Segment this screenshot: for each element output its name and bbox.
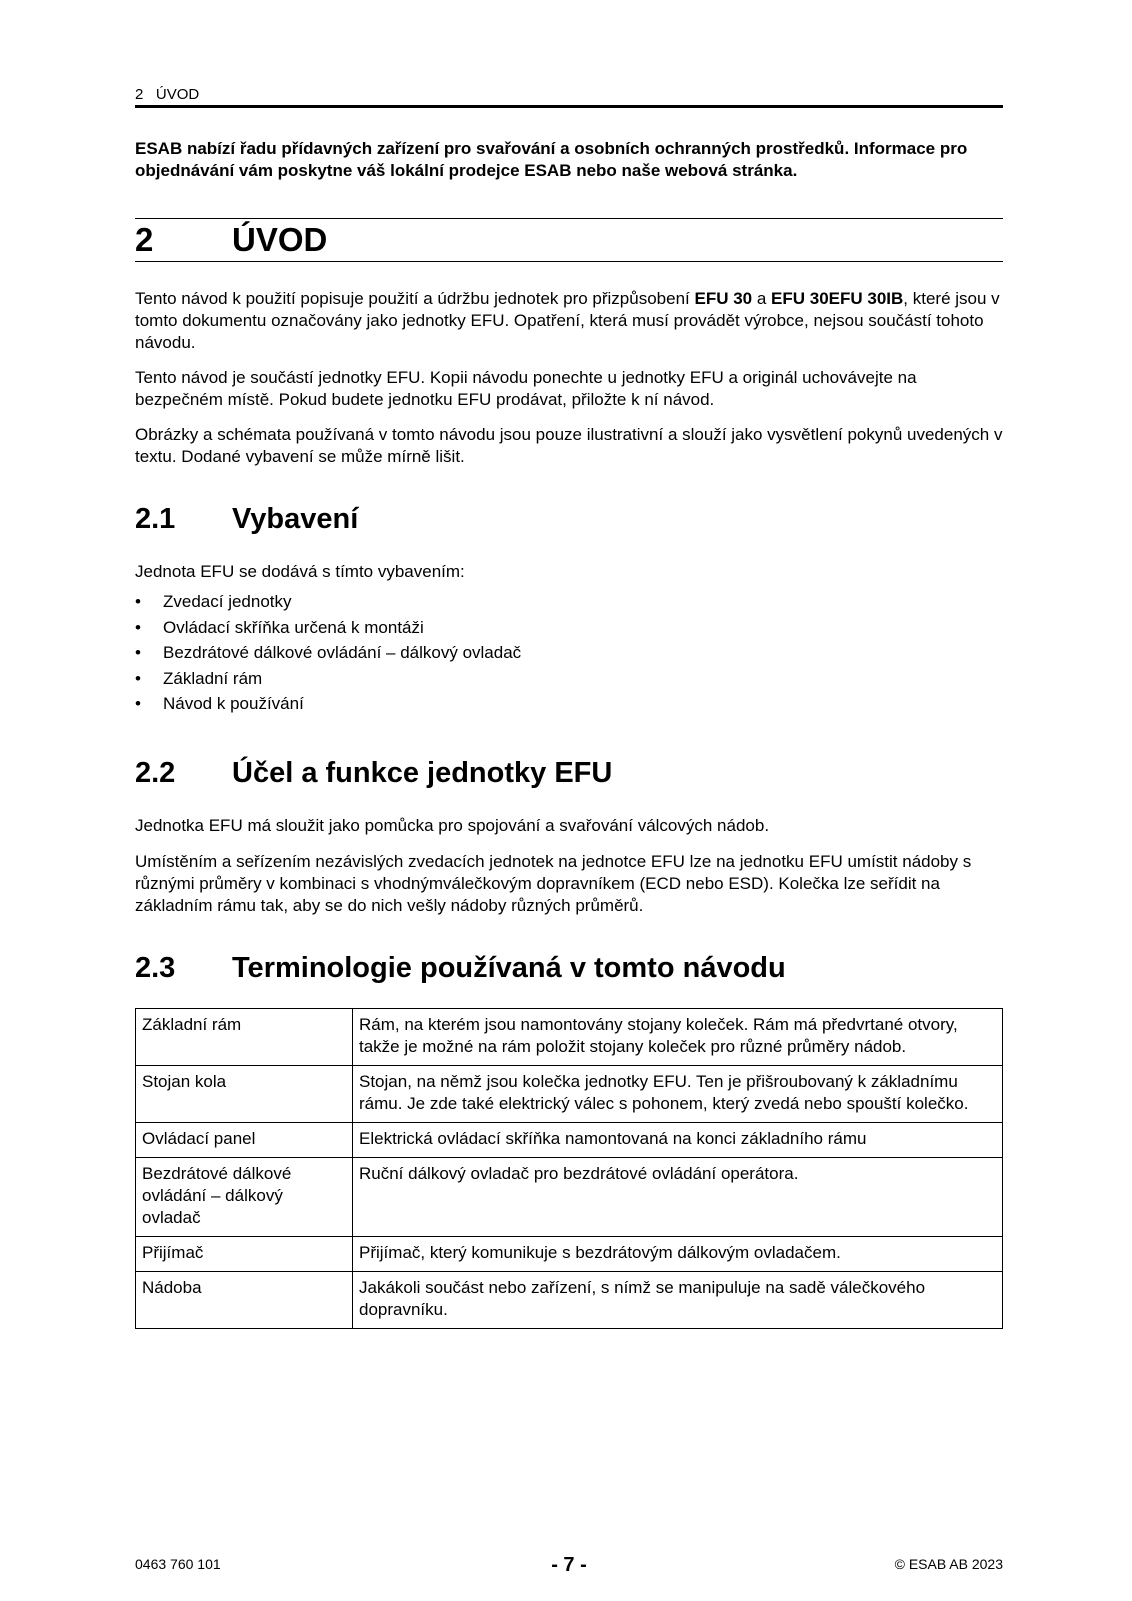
chapter-heading [135, 218, 1003, 262]
section-2-2-title: Účel a funkce jednotky EFU [232, 757, 613, 789]
section-2-3-title: Terminologie používaná v tomto návodu [232, 952, 786, 984]
page-number: - 7 - [551, 1554, 587, 1576]
list-item-text: Zvedací jednotky [163, 592, 292, 611]
table-row [136, 1066, 1003, 1123]
running-header-number: 2 [135, 86, 144, 103]
bullet-icon: • [135, 668, 141, 688]
bullet-icon: • [135, 694, 141, 713]
term-cell: Ovládací panel [136, 1123, 353, 1158]
term-cell: Bezdrátové dálkové ovládání – dálkový ovladač [136, 1158, 353, 1237]
p1-model-1: EFU 30 [694, 289, 753, 308]
intro-notice: ESAB nabízí řadu přídavných zařízení pro svařování a osobních ochranných prostředků. Informace pro objednávání vám poskytne váš lokální prodejce ESAB nebo naše webová stránka. [135, 139, 968, 180]
section-2-1-number: 2.1 [135, 503, 176, 535]
document-number: 0463 760 101 [135, 1556, 221, 1572]
purpose-paragraph-2: Umístěním a seřízením nezávislých zvedacích jednotek na jednotce EFU lze na jednotku EFU umístit nádoby s různými průměry v kombinaci s vhodnýmválečkovým dopravníkem (ECD nebo ESD). Kolečka lze seřídit na základním rámu tak, aby se do nich vešly nádoby různých průměrů. [135, 852, 972, 915]
intro-paragraph-3: Obrázky a schémata používaná v tomto návodu jsou pouze ilustrativní a slouží jako vysvětlení pokynů uvedených v textu. Dodané vybavení se může mírně lišit. [135, 425, 1003, 466]
definition-cell: Stojan, na němž jsou kolečka jednotky EFU. Ten je přišroubovaný k základnímu rámu. Je zde také elektrický válec s pohonem, který zvedá nebo spouští kolečko. [353, 1066, 1003, 1123]
running-header-title: ÚVOD [155, 86, 200, 103]
term-cell: Stojan kola [136, 1066, 353, 1123]
term-cell: Základní rám [136, 1009, 353, 1066]
list-item [135, 668, 521, 694]
list-item-text: Bezdrátové dálkové ovládání – dálkový ovladač [163, 643, 522, 662]
chapter-number: 2 [135, 221, 154, 258]
chapter-title: ÚVOD [232, 221, 328, 258]
bullet-icon: • [135, 592, 141, 611]
terminology-table [135, 1008, 1003, 1329]
table-row [136, 1158, 1003, 1237]
copyright: © ESAB AB 2023 [894, 1556, 1003, 1572]
list-item [135, 617, 521, 643]
p1-text-a: Tento návod k použití popisuje použití a údržbu jednotek pro přizpůsobení [135, 289, 695, 308]
intro-paragraph-1 [135, 288, 1003, 354]
section-2-3-number: 2.3 [135, 952, 176, 984]
definition-cell: Elektrická ovládací skříňka namontovaná na konci základního rámu [353, 1123, 1003, 1158]
list-item-text: Návod k používání [163, 694, 304, 713]
p1-model-2: EFU 30EFU 30IB [771, 289, 904, 308]
equipment-lead: Jednota EFU se dodává s tímto vybavením: [135, 562, 465, 581]
table-row [136, 1272, 1003, 1329]
equipment-list [135, 591, 521, 719]
bullet-icon: • [135, 643, 141, 662]
section-2-1-title: Vybavení [232, 503, 359, 535]
p1-text-c: a [752, 289, 772, 308]
bullet-icon: • [135, 617, 141, 637]
table-row [136, 1009, 1003, 1066]
list-item [135, 693, 521, 719]
list-item-text: Ovládací skříňka určená k montáži [163, 617, 424, 637]
p1-text-e: , které jsou v tomto dokumentu označovány jako jednotky EFU. Opatření, která musí provádět výrobce, nejsou součástí tohoto návodu. [135, 289, 1000, 352]
list-item [135, 642, 521, 668]
definition-cell: Rám, na kterém jsou namontovány stojany koleček. Rám má předvrtané otvory, takže je možné na rám položit stojany koleček pro různé průměry nádob. [353, 1009, 1003, 1066]
running-header [135, 86, 1003, 108]
list-item-text: Základní rám [163, 668, 263, 688]
definition-cell: Jakákoli součást nebo zařízení, s nímž se manipuluje na sadě válečkového dopravníku. [353, 1272, 1003, 1329]
definition-cell: Přijímač, který komunikuje s bezdrátovým dálkovým ovladačem. [353, 1237, 1003, 1272]
list-item [135, 591, 521, 617]
section-2-2-number: 2.2 [135, 757, 176, 789]
purpose-paragraph-1: Jednotka EFU má sloužit jako pomůcka pro spojování a svařování válcových nádob. [135, 816, 770, 835]
table-row [136, 1237, 1003, 1272]
definition-cell: Ruční dálkový ovladač pro bezdrátové ovládání operátora. [353, 1158, 1003, 1237]
term-cell: Přijímač [136, 1237, 353, 1272]
intro-paragraph-2: Tento návod je součástí jednotky EFU. Kopii návodu ponechte u jednotky EFU a originál uchovávejte na bezpečném místě. Pokud budete jednotku EFU prodávat, přiložte k ní návod. [135, 368, 917, 409]
table-row [136, 1123, 1003, 1158]
term-cell: Nádoba [136, 1272, 353, 1329]
